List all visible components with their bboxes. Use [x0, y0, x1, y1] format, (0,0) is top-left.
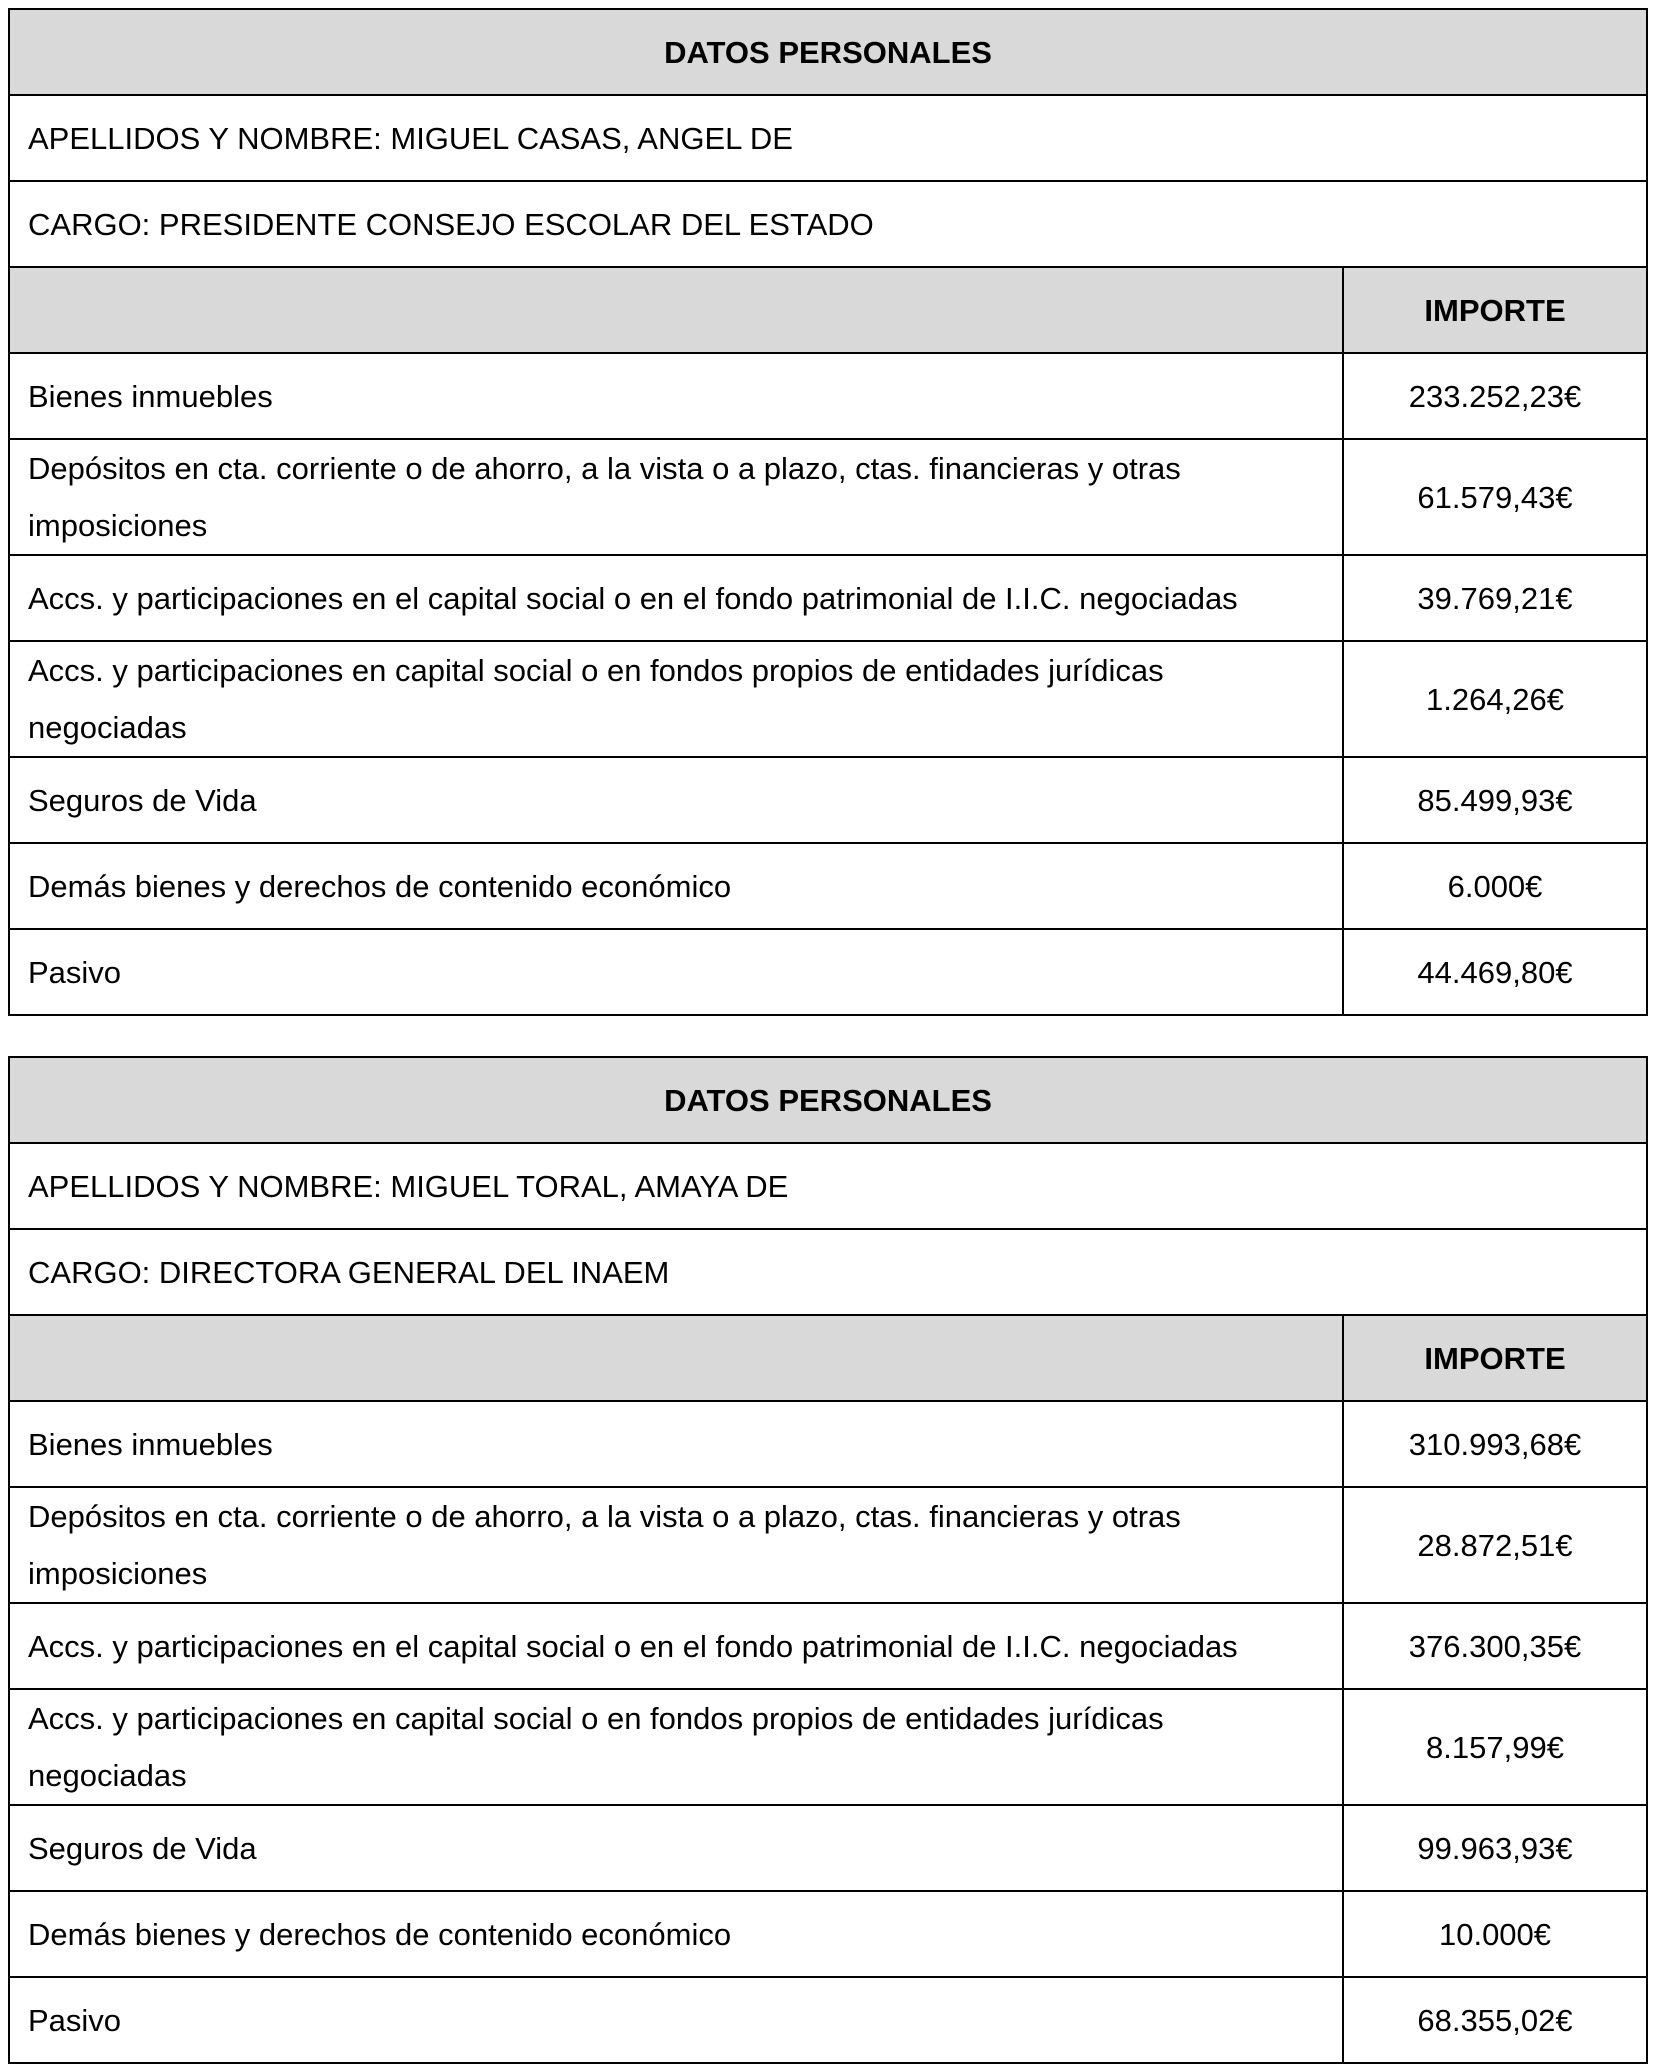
row-label: Seguros de Vida [9, 1805, 1343, 1891]
name-line: APELLIDOS Y NOMBRE: MIGUEL CASAS, ANGEL DE [9, 95, 1647, 181]
row-label: Bienes inmuebles [9, 353, 1343, 439]
table-row [9, 1603, 1647, 1689]
row-value: 10.000€ [1343, 1891, 1647, 1977]
column-header-importe: IMPORTE [1343, 1315, 1647, 1401]
table-row [9, 757, 1647, 843]
row-value: 310.993,68€ [1343, 1401, 1647, 1487]
table-row [9, 641, 1647, 757]
declaration-table-1 [8, 8, 1648, 1016]
cargo-line: CARGO: DIRECTORA GENERAL DEL INAEM [9, 1229, 1647, 1315]
row-label: Depósitos en cta. corriente o de ahorro, a la vista o a plazo, ctas. financieras y otras imposiciones [9, 439, 1343, 555]
row-label: Accs. y participaciones en el capital social o en el fondo patrimonial de I.I.C. negociadas [9, 555, 1343, 641]
row-label: Bienes inmuebles [9, 1401, 1343, 1487]
column-header-concept [9, 267, 1343, 353]
row-label: Accs. y participaciones en el capital social o en el fondo patrimonial de I.I.C. negociadas [9, 1603, 1343, 1689]
row-value: 44.469,80€ [1343, 929, 1647, 1015]
table-row [9, 929, 1647, 1015]
table-row [9, 1689, 1647, 1805]
table-row [9, 555, 1647, 641]
row-value: 85.499,93€ [1343, 757, 1647, 843]
row-value: 61.579,43€ [1343, 439, 1647, 555]
row-label: Depósitos en cta. corriente o de ahorro, a la vista o a plazo, ctas. financieras y otras imposiciones [9, 1487, 1343, 1603]
row-label: Accs. y participaciones en capital social o en fondos propios de entidades jurídicas negociadas [9, 1689, 1343, 1805]
table-row [9, 1805, 1647, 1891]
table-row [9, 1891, 1647, 1977]
table-row [9, 1977, 1647, 2063]
row-label: Seguros de Vida [9, 757, 1343, 843]
table-header: DATOS PERSONALES [9, 9, 1647, 95]
name-line: APELLIDOS Y NOMBRE: MIGUEL TORAL, AMAYA DE [9, 1143, 1647, 1229]
column-header-importe: IMPORTE [1343, 267, 1647, 353]
column-header-concept [9, 1315, 1343, 1401]
table-row [9, 1487, 1647, 1603]
row-label: Pasivo [9, 929, 1343, 1015]
row-value: 39.769,21€ [1343, 555, 1647, 641]
table-row [9, 843, 1647, 929]
declaration-table-2 [8, 1056, 1648, 2064]
table-header: DATOS PERSONALES [9, 1057, 1647, 1143]
row-value: 28.872,51€ [1343, 1487, 1647, 1603]
row-label: Accs. y participaciones en capital social o en fondos propios de entidades jurídicas negociadas [9, 641, 1343, 757]
cargo-line: CARGO: PRESIDENTE CONSEJO ESCOLAR DEL ESTADO [9, 181, 1647, 267]
row-value: 68.355,02€ [1343, 1977, 1647, 2063]
table-row [9, 439, 1647, 555]
row-value: 8.157,99€ [1343, 1689, 1647, 1805]
table-row [9, 1401, 1647, 1487]
row-value: 376.300,35€ [1343, 1603, 1647, 1689]
table-row [9, 353, 1647, 439]
row-value: 1.264,26€ [1343, 641, 1647, 757]
row-label: Pasivo [9, 1977, 1343, 2063]
row-value: 6.000€ [1343, 843, 1647, 929]
row-value: 99.963,93€ [1343, 1805, 1647, 1891]
row-label: Demás bienes y derechos de contenido económico [9, 1891, 1343, 1977]
row-label: Demás bienes y derechos de contenido económico [9, 843, 1343, 929]
row-value: 233.252,23€ [1343, 353, 1647, 439]
